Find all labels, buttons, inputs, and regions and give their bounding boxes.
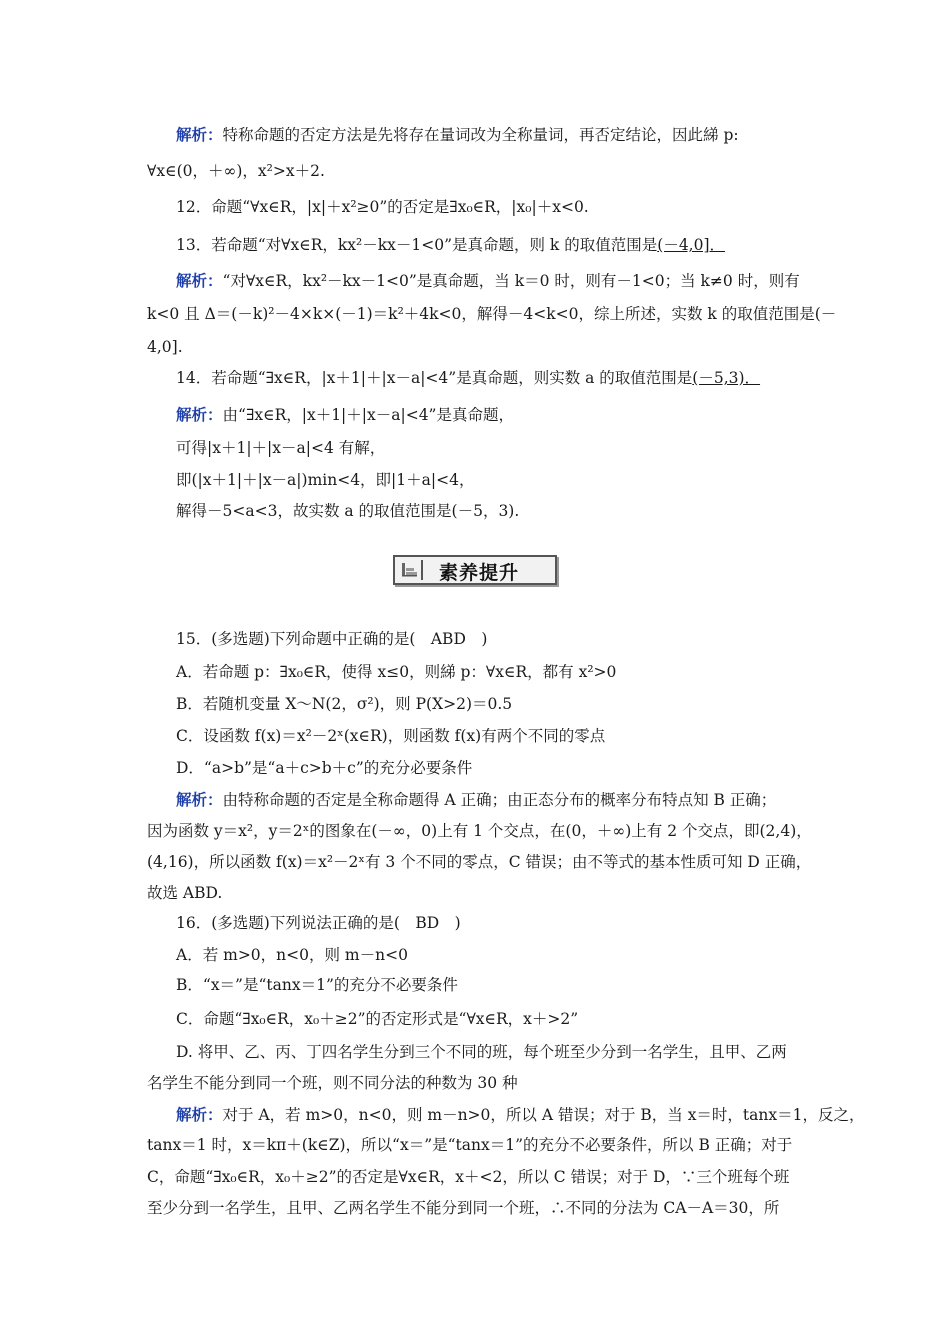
line-text: 特称命题的否定方法是先将存在量词改为全称量词，再否定结论，因此綈 p: <box>222 126 739 144</box>
analysis-label: 解析： <box>176 405 223 424</box>
line-12 <box>176 628 487 650</box>
line-28 <box>147 1134 792 1156</box>
bar-chart-icon <box>399 560 423 580</box>
line-text: A．若命题 p：∃x₀∈R，使得 x≤0，则綈 p：∀x∈R，都有 x²>0 <box>176 663 617 681</box>
line-text: 由“∃x∈R，|x＋1|＋|x－a|<4”是真命题， <box>222 406 514 424</box>
line-text: tanx＝1 时，x＝kπ＋(k∈Z)，所以“x＝”是“tanx＝1”的充分不必要条件，所以 B 正确；对于 <box>147 1136 793 1154</box>
analysis-label: 解析： <box>176 271 223 290</box>
line-21 <box>176 912 461 934</box>
line-29 <box>147 1166 789 1188</box>
line-text: 对于 A，若 m>0，n<0，则 m－n>0，所以 A 错误；对于 B，当 x＝时，tanx＝1，反之， <box>222 1106 865 1124</box>
line-2 <box>176 196 589 218</box>
line-10 <box>176 469 474 491</box>
line-14 <box>176 693 512 715</box>
line-15 <box>176 725 605 747</box>
line-text: 因为函数 y＝x²，y＝2ˣ的图象在(－∞，0)上有 1 个交点，在(0，＋∞)上有 2 个交点，即(2,4)， <box>147 822 812 840</box>
section-banner <box>393 555 557 585</box>
line-text: C．设函数 f(x)＝x²－2ˣ(x∈R)，则函数 f(x)有两个不同的零点 <box>176 727 606 745</box>
line-text: 4,0]. <box>147 338 183 356</box>
line-25 <box>176 1041 787 1063</box>
line-17 <box>176 789 776 811</box>
line-8 <box>176 404 514 426</box>
line-18 <box>147 820 812 842</box>
line-1 <box>147 160 325 182</box>
line-text: 即(|x＋1|＋|x－a|)min<4，即|1＋a|<4， <box>176 471 475 489</box>
line-text: C．命题“∃x₀∈R，x₀＋≥2”的否定形式是“∀x∈R，x＋>2” <box>176 1010 579 1028</box>
line-24 <box>176 1008 578 1030</box>
line-6 <box>147 336 183 358</box>
line-text: 至少分到一名学生，且甲、乙两名学生不能分到同一个班，∴不同的分法为 CA－A＝30，所 <box>147 1199 780 1217</box>
line-text: 解得－5<a<3，故实数 a 的取值范围是(－5，3). <box>176 502 520 520</box>
line-text: B．“x＝”是“tanx＝1”的充分不必要条件 <box>176 976 458 994</box>
answer-text: (－5,3)． <box>692 369 761 387</box>
line-23 <box>176 974 458 996</box>
line-text: ∀x∈(0，＋∞)，x²>x＋2. <box>147 162 325 180</box>
line-26 <box>147 1072 518 1094</box>
analysis-label: 解析： <box>176 1105 223 1124</box>
answer-text: (－4,0]． <box>657 236 726 254</box>
line-4 <box>176 270 800 292</box>
line-5 <box>147 303 836 325</box>
line-16 <box>176 757 472 779</box>
line-text: B．若随机变量 X～N(2，σ²)，则 P(X>2)＝0.5 <box>176 695 513 713</box>
section-title: 素养提升 <box>439 562 520 584</box>
line-3 <box>176 234 725 256</box>
line-27 <box>176 1104 865 1126</box>
line-text: k<0 且 Δ＝(－k)²－4×k×(－1)＝k²＋4k<0，解得－4<k<0，综上所述，实数 k 的取值范围是(－ <box>147 305 837 323</box>
line-0 <box>176 124 739 146</box>
line-text: 13．若命题“对∀x∈R，kx²－kx－1<0”是真命题，则 k 的取值范围是 <box>176 236 658 254</box>
line-text: D．“a>b”是“a＋c>b＋c”的充分必要条件 <box>176 759 473 777</box>
line-30 <box>147 1197 779 1219</box>
line-13 <box>176 661 616 683</box>
line-text: 12．命题“∀x∈R，|x|＋x²≥0”的否定是∃x₀∈R，|x₀|＋x<0. <box>176 198 589 216</box>
analysis-label: 解析： <box>176 790 223 809</box>
line-text: 14．若命题“∃x∈R，|x＋1|＋|x－a|<4”是真命题，则实数 a 的取值范围是 <box>176 369 693 387</box>
line-text: 名学生不能分到同一个班，则不同分法的种数为 30 种 <box>147 1074 518 1092</box>
line-text: A．若 m>0，n<0，则 m－n<0 <box>176 946 408 964</box>
line-7 <box>176 367 760 389</box>
line-20 <box>147 882 222 904</box>
line-19 <box>147 851 811 873</box>
line-22 <box>176 944 408 966</box>
line-text: 16．(多选题)下列说法正确的是( BD ) <box>176 914 461 932</box>
line-text: 15．(多选题)下列命题中正确的是( ABD ) <box>176 630 488 648</box>
line-text: “对∀x∈R，kx²－kx－1<0”是真命题，当 k＝0 时，则有－1<0；当 k≠0 时，则有 <box>222 272 800 290</box>
line-text: D. 将甲、乙、丙、丁四名学生分到三个不同的班，每个班至少分到一名学生，且甲、乙两 <box>176 1043 787 1061</box>
line-11 <box>176 500 519 522</box>
line-text: 故选 ABD. <box>147 884 223 902</box>
line-text: C，命题“∃x₀∈R，x₀＋≥2”的否定是∀x∈R，x＋<2，所以 C 错误；对于 D，∵三个班每个班 <box>147 1168 790 1186</box>
line-text: (4,16)，所以函数 f(x)＝x²－2ˣ有 3 个不同的零点，C 错误；由不等式的基本性质可知 D 正确， <box>147 853 812 871</box>
analysis-label: 解析： <box>176 125 223 144</box>
line-text: 可得|x＋1|＋|x－a|<4 有解， <box>176 439 386 457</box>
line-9 <box>176 437 385 459</box>
line-text: 由特称命题的否定是全称命题得 A 正确；由正态分布的概率分布特点知 B 正确； <box>222 791 777 809</box>
